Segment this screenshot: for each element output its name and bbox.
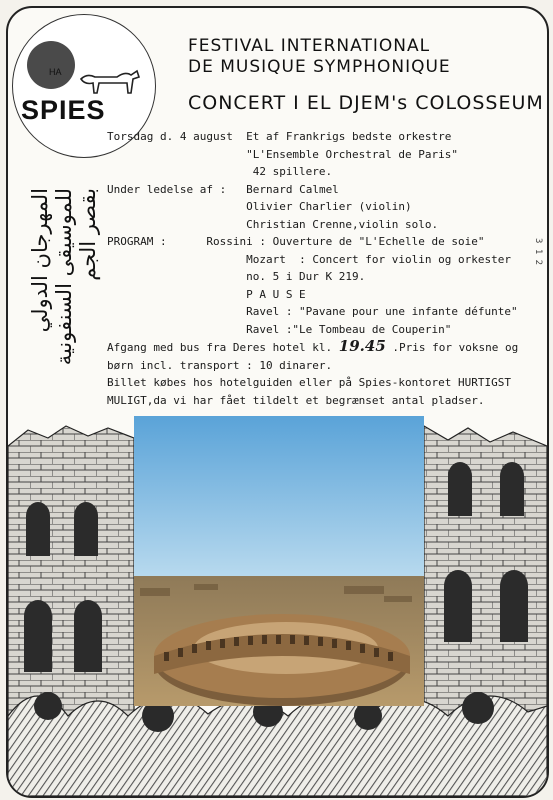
- festival-subtitle: DE MUSIQUE SYMPHONIQUE: [188, 57, 451, 77]
- program-composer-2: Mozart: [246, 252, 286, 266]
- performer-1: Bernard Calmel: [246, 182, 339, 196]
- camel-icon: [77, 67, 143, 97]
- program-piece-2: : Concert for violin og orkester: [299, 252, 511, 266]
- program-piece-1: : Ouverture de "L'Echelle de soie": [259, 235, 485, 248]
- departure-pre: Afgang med bus fra Deres hotel kl.: [107, 341, 339, 354]
- pause: P A U S E: [246, 287, 306, 301]
- logo-badge-text: HA: [49, 67, 62, 77]
- amphitheatre-photo: [134, 416, 424, 706]
- conductor-label: Under ledelse af :: [107, 182, 227, 196]
- concert-title: CONCERT I EL DJEM's COLOSSEUM: [188, 92, 544, 114]
- arabic-handwriting: [28, 188, 98, 438]
- margin-marks: 3 1 2: [533, 238, 543, 266]
- sun-icon: [27, 41, 75, 89]
- ticket-line-1: Billet købes hos hotelguiden eller på Spies-kontoret HURTIGST: [107, 376, 511, 389]
- program-composer-1: Rossini: [206, 235, 253, 248]
- mozart-cont: no. 5 i Dur K 219.: [246, 270, 366, 283]
- performer-3: Christian Crenne,violin solo.: [246, 217, 439, 231]
- festival-title: FESTIVAL INTERNATIONAL: [188, 36, 431, 56]
- program-ravel-1: Ravel : "Pavane pour une infante défunte": [246, 305, 518, 318]
- players: 42 spillere.: [252, 165, 333, 178]
- program-ravel-2: Ravel :"Le Tombeau de Couperin": [246, 322, 452, 336]
- performer-2: Olivier Charlier (violin): [246, 200, 412, 213]
- departure-post: .Pris for voksne og: [385, 341, 519, 354]
- price-line: børn incl. transport : 10 dinarer.: [107, 358, 333, 372]
- orchestra-intro: Et af Frankrigs bedste orkestre: [246, 130, 452, 143]
- ticket-line-2: MULIGT,da vi har fået tildelt et begrænset antal pladser.: [107, 393, 485, 407]
- arabic-line-1: المهرجان الدولي: [28, 188, 52, 333]
- program-label: PROGRAM :: [107, 235, 167, 248]
- concert-details: [107, 128, 518, 409]
- arabic-line-2: للموسيقى السنفونية: [52, 188, 76, 366]
- arabic-line-3: بقصر الجم: [76, 188, 100, 281]
- departure-time: 19.45: [338, 337, 386, 355]
- flyer-sheet: [6, 6, 549, 798]
- logo-brand: SPIES: [21, 95, 106, 125]
- date-label: Torsdag d. 4 august: [107, 130, 233, 143]
- orchestra-name: "L'Ensemble Orchestral de Paris": [246, 147, 458, 161]
